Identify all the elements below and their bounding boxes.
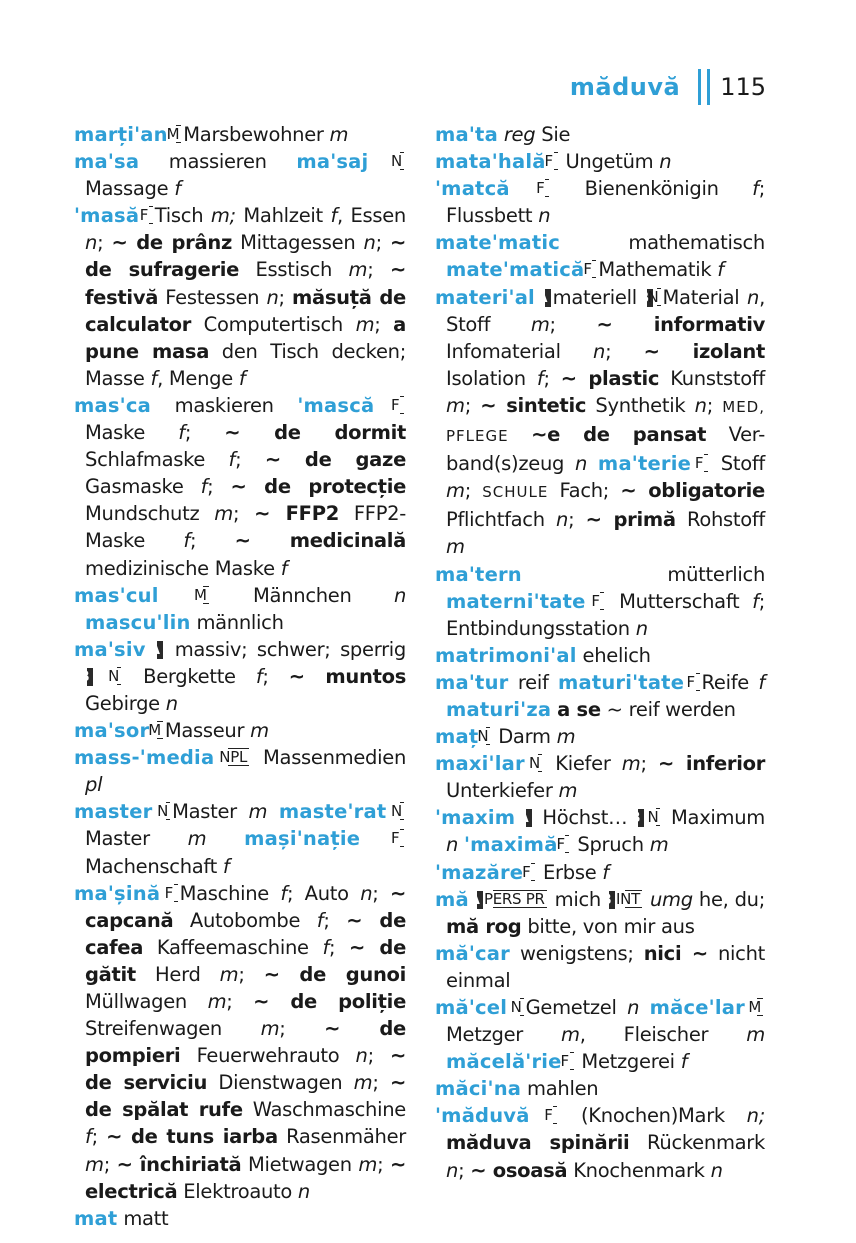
left-column [74, 121, 406, 1232]
running-header [570, 70, 766, 104]
entry-maduva: 'măduvă F (Knochen)Mark n; măduva spinării Rückenmark n; ~ osoasă Knochenmark n [435, 1104, 765, 1182]
entry-matematic: mate'matic mathematisch mate'matică F Mathematik f [435, 231, 765, 282]
entry-macar: mă'car wenigstens; nici ~ nicht einmal [435, 941, 765, 992]
entry-mat-darm: maț N Darm m [435, 725, 576, 749]
entry-master: master N Master m maste'rat N Master m mași'nație F Machenschaft f [74, 798, 406, 879]
entry-matern: ma'tern mütterlich materni'tate F Mutterschaft f; Entbindungsstation n [435, 562, 766, 640]
right-column [435, 121, 765, 1184]
entry-mazare: 'mazăre F Erbse f [435, 860, 609, 884]
entry-macina: măci'na mahlen [435, 1077, 599, 1101]
entry-masiv: ma'siv A massiv; schwer; sperrig B N Bergkette f; ~ muntos Gebirge n [74, 637, 407, 715]
page-number: 115 [720, 73, 766, 101]
entry-masor: ma'sor M Masseur m [74, 719, 269, 743]
entry-maxilar: maxi'lar N Kiefer m; ~ inferior Unterkiefer m [435, 752, 766, 803]
entry-macel: mă'cel N Gemetzel n măce'lar M Metzger m, Fleischer m măcelă'rie F Metzgerei f [435, 996, 765, 1074]
entry-masa-verb: ma'sa massieren ma'saj N Massage f [74, 148, 406, 202]
entry-mascul: mas'cul M Männchen n mascu'lin männlich [74, 583, 407, 634]
header-headword: măduvă [569, 73, 681, 101]
entry-masina: ma'șină F Maschine f; Auto n; ~ capcană Autobombe f; ~ de cafea Kaffeemaschine f; ~ de gătit Herd m; ~ de gunoi Müllwagen m; ~ de poliție Streifenwagen m; ~ de pompieri Feuerwehrauto n; ~ de serviciu Dienstwagen m; ~ de spălat rufe Waschmaschine f; ~ de tuns iarba Rasenmäher m; ~ închiriată Mietwagen m; ~ electrică Elektroauto n [74, 881, 407, 1203]
entry-matur: ma'tur reif maturi'tate F Reife f maturi'za a se ~ reif werden [435, 670, 765, 721]
entry-masca: mas'ca maskieren 'mască F Maske f; ~ de dormit Schlafmaske f; ~ de gaze Gasmaske f; ~ de protecție Mundschutz m; ~ FFP2 FFP2-Maske f; ~ medicinală medizinische Maske f [74, 393, 407, 580]
entry-material: materi'al A materiell BN Material n, Stoff m; ~ informativ Infomaterial n; ~ izolant Isolation f; ~ plastic Kunststoff m; ~ sintetic Synthetik n; MED, PFLEGE ~e de pansat Ver- band(s)zeug n ma'terie F Stoff m; SCHULE Fach; ~ obligatorie Pflichtfach n; ~ primă Rohstoff m [435, 285, 766, 559]
entry-martian: marți'an M Marsbewohner m [74, 123, 349, 146]
entry-matca: 'matcă F Bienenkönigin f; Flussbett n [435, 177, 765, 228]
header-divider-bar [698, 69, 701, 105]
entry-matrimonial: matrimoni'al ehelich [435, 643, 651, 667]
entry-masa-noun: 'masă F Tisch m; Mahlzeit f, Essen n; ~ de prânz Mittagessen n; ~ de sufragerie Esstisch m; ~ festivă Festessen n; măsuță de calculator Computertisch m; a pune masa den Tisch decken; Masse f, Menge f [74, 204, 407, 390]
entry-maxim: 'maxim A Höchst… B N Maximum n 'maximă F Spruch m [435, 806, 765, 857]
entry-mat: mat matt [74, 1206, 169, 1230]
entry-mata: ma'ta reg Sie [435, 123, 571, 146]
entry-ma: mă A PERS PR mich B INT umg he, du; mă rog bitte, von mir aus [435, 887, 765, 938]
entry-matahala: mata'hală F Ungetüm n [435, 150, 672, 174]
entry-mass-media: mass-'media NPL Massenmedien pl [74, 746, 407, 797]
header-divider-bar-2 [707, 69, 710, 105]
